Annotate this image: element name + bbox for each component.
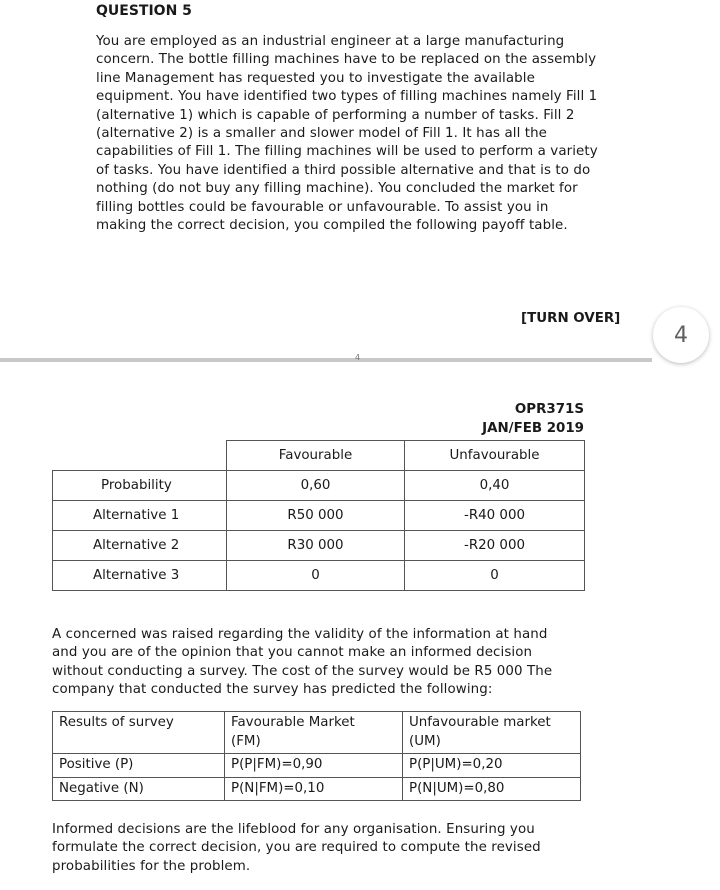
closing-paragraph [52,821,592,876]
table-row [53,501,585,531]
intro-line: line Management has requested you to investigate the available [96,70,535,86]
row-label-probability: Probability [53,471,227,501]
survey-line: company that conducted the survey has predicted the following: [52,682,493,698]
cell-unfavourable: -R40 000 [405,501,585,531]
intro-line: (alternative 2) is a smaller and slower model of Fill 1. It has all the [96,126,548,142]
intro-line: making the correct decision, you compiled the following payoff table. [96,218,568,234]
column-header-favourable: Favourable [227,441,405,471]
intro-line: filling bottles could be favourable or unfavourable. To assist you in [96,199,549,215]
cell-fm: P(N|FM)=0,10 [225,777,403,801]
question-title: QUESTION 5 [96,3,192,19]
cell-unfavourable: 0,40 [405,471,585,501]
survey-table [52,711,581,801]
cell-favourable: R30 000 [227,531,405,561]
row-label-alternative-1: Alternative 1 [53,501,227,531]
intro-line: equipment. You have identified two types of filling machines namely Fill 1 [96,89,598,105]
row-label-alternative-3: Alternative 3 [53,561,227,591]
closing-line: formulate the correct decision, you are required to compute the revised [52,840,541,856]
um-line: (UM) [409,733,441,749]
divider-page-mark: 4 [355,353,361,362]
page-divider [0,358,652,362]
course-code: OPR371S [514,402,584,417]
survey-line: without conducting a survey. The cost of the survey would be R5 000 The [52,663,553,679]
fm-line: Favourable Market [231,715,355,730]
cell-unfavourable: 0 [405,561,585,591]
header-favourable-market [225,712,403,754]
closing-line: probabilities for the problem. [52,858,251,874]
table-row [53,754,581,778]
survey-paragraph [52,626,592,700]
row-label-alternative-2: Alternative 2 [53,531,227,561]
header-unfavourable-market [403,712,581,754]
table-row [53,777,581,801]
cell-um: P(P|UM)=0,20 [403,754,581,778]
fm-line: (FM) [231,733,261,749]
um-line: Unfavourable market [409,715,551,730]
page-number-badge[interactable]: 4 [653,307,709,363]
turn-over-label: [TURN OVER] [521,311,621,326]
header-results-of-survey: Results of survey [53,712,225,754]
row-label-negative: Negative (N) [53,777,225,801]
payoff-header-row [53,441,585,471]
cell-unfavourable: -R20 000 [405,531,585,561]
question-intro-paragraph [96,33,636,235]
cell-favourable: 0,60 [227,471,405,501]
intro-line: nothing (do not buy any filling machine). You concluded the market for [96,181,578,197]
payoff-table [52,440,585,591]
closing-line: Informed decisions are the lifeblood for any organisation. Ensuring you [52,822,535,837]
intro-line: capabilities of Fill 1. The filling machines will be used to perform a variety [96,144,598,160]
intro-line: of tasks. You have identified a third possible alternative and that is to do [96,162,591,178]
page-header [482,401,584,438]
cell-favourable: 0 [227,561,405,591]
intro-line: concern. The bottle filling machines have to be replaced on the assembly [96,52,597,68]
table-row [53,561,585,591]
table-row [53,471,585,501]
cell-fm: P(P|FM)=0,90 [225,754,403,778]
table-row [53,531,585,561]
exam-session: JAN/FEB 2019 [482,420,584,436]
cell-favourable: R50 000 [227,501,405,531]
survey-line: A concerned was raised regarding the validity of the information at hand [52,627,548,642]
cell-um: P(N|UM)=0,80 [403,777,581,801]
row-label-positive: Positive (P) [53,754,225,778]
column-header-unfavourable: Unfavourable [405,441,585,471]
payoff-corner-cell [53,441,227,471]
intro-line: (alternative 1) which is capable of performing a number of tasks. Fill 2 [96,107,575,123]
survey-header-row [53,712,581,754]
survey-line: and you are of the opinion that you cannot make an informed decision [52,645,533,661]
intro-line: You are employed as an industrial engineer at a large manufacturing [96,34,565,49]
